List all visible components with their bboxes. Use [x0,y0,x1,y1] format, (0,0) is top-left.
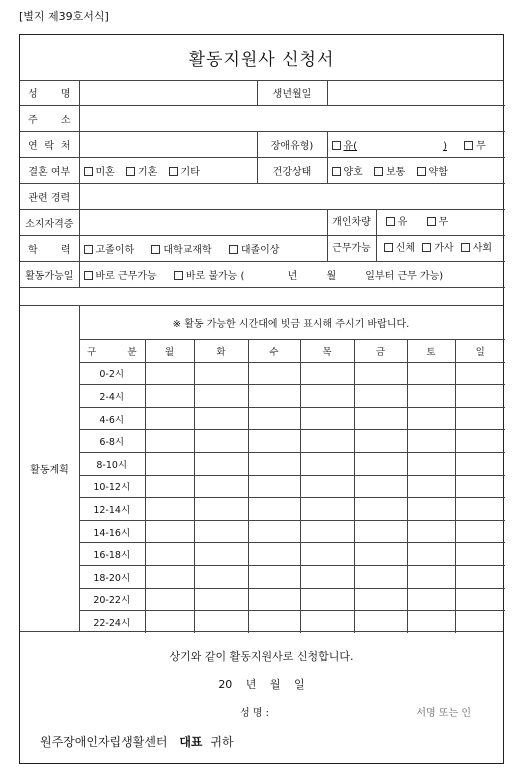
option-label: 사회 [472,243,493,254]
schedule-cell[interactable] [455,430,505,453]
schedule-cell[interactable] [145,611,194,633]
checkbox-icon[interactable] [84,271,93,280]
schedule-cell[interactable] [300,565,354,588]
application-date[interactable]: 20 년 월 일 [218,678,305,691]
option-label: 보통 [386,167,406,178]
schedule-header-cell: 화 [194,340,248,363]
schedule-cell[interactable] [248,498,300,521]
schedule-cell[interactable] [145,475,194,498]
schedule-cell[interactable] [455,498,505,521]
checkbox-icon[interactable] [174,271,183,280]
time-slot-label: 10-12시 [79,475,145,498]
work-option[interactable] [422,243,453,254]
schedule-cell[interactable] [300,475,354,498]
schedule-cell[interactable] [194,430,248,453]
schedule-cell[interactable] [194,520,248,543]
schedule-cell[interactable] [354,565,407,588]
label-marital: 결혼 여부 [20,158,79,184]
application-form [19,34,504,764]
year-label: 년 [287,271,298,282]
available-later-option[interactable] [174,271,245,282]
checkbox-icon[interactable] [332,167,341,176]
checkbox-icon[interactable] [461,243,470,252]
checkbox-icon[interactable] [84,167,93,176]
month-label: 월 [326,271,337,282]
option-label: 대졸이상 [240,245,280,256]
checkbox-icon[interactable] [151,245,160,254]
vehicle-cell [327,210,505,236]
application-statement: 상기와 같이 활동지원사로 신청합니다. [169,650,354,663]
marital-option[interactable] [84,167,115,178]
option-label: 고졸이하 [95,245,135,256]
schedule-cell[interactable] [194,452,248,475]
schedule-header-cell: 토 [407,340,455,363]
label-available-date: 활동가능일 [20,262,79,288]
checkbox-icon[interactable] [384,243,393,252]
schedule-row [79,611,505,633]
schedule-row [79,452,505,475]
career-input[interactable] [79,184,505,210]
option-label: 양호 [343,167,363,178]
option-label: 유 [397,217,408,228]
row-contact [20,132,505,158]
row-license [20,210,505,236]
schedule-cell[interactable] [300,520,354,543]
time-slot-label: 22-24시 [79,611,145,633]
work-cell [327,236,505,262]
time-slot-label: 20-22시 [79,588,145,611]
checkbox-icon[interactable] [84,245,93,254]
option-label: 바로 근무가능 [95,271,157,282]
schedule-cell[interactable] [300,362,354,385]
schedule-cell[interactable] [145,362,194,385]
option-label: 무 [438,217,449,228]
time-slot-label: 0-2시 [79,362,145,385]
option-label: 기타 [180,167,200,178]
schedule-cell[interactable] [248,385,300,408]
work-option[interactable] [384,243,415,254]
time-slot-label: 4-6시 [79,407,145,430]
schedule-cell[interactable] [194,498,248,521]
disability-yes-label: 유( [343,141,358,152]
health-option[interactable] [417,167,448,178]
schedule-cell[interactable] [455,407,505,430]
schedule-header-cell: 수 [248,340,300,363]
option-label: 미혼 [95,167,115,178]
schedule-cell[interactable] [300,430,354,453]
checkbox-icon[interactable] [427,217,436,226]
schedule-cell[interactable] [455,452,505,475]
addressee-rep: 대표 [179,735,203,749]
checkbox-icon[interactable] [386,217,395,226]
schedule-cell[interactable] [354,520,407,543]
option-label: 바로 불가능 ( [185,271,245,282]
option-label: 대학교재학 [163,245,212,256]
schedule-cell[interactable] [145,588,194,611]
disability-close: ) [443,141,447,152]
title-row [20,35,503,81]
schedule-cell[interactable] [300,543,354,566]
applicant-info-table [20,80,505,288]
form-title: 활동지원사 신청서 [188,50,335,70]
address-input[interactable] [79,106,505,132]
option-label: 가사 [434,243,454,254]
time-slot-label: 2-4시 [79,385,145,408]
checkbox-icon[interactable] [422,243,431,252]
row-marital [20,158,505,184]
schedule-cell[interactable] [300,385,354,408]
schedule-cell[interactable] [455,385,505,408]
label-vehicle: 개인차량 [328,210,377,235]
schedule-cell[interactable] [194,385,248,408]
schedule-cell[interactable] [145,520,194,543]
checkbox-icon[interactable] [229,245,238,254]
schedule-cell[interactable] [354,407,407,430]
schedule-cell[interactable] [407,452,455,475]
education-option[interactable] [84,245,135,256]
schedule-cell[interactable] [455,520,505,543]
checkbox-icon[interactable] [169,167,178,176]
schedule-header-cell: 일 [455,340,505,363]
schedule-cell[interactable] [407,520,455,543]
schedule-table [79,339,505,633]
activity-plan-note: ※ 활동 가능한 시간대에 빗금 표시해 주시기 바랍니다. [79,306,503,340]
row-address [20,106,505,132]
schedule-cell[interactable] [300,452,354,475]
schedule-cell[interactable] [407,611,455,633]
time-slot-label: 12-14시 [79,498,145,521]
signature-field[interactable]: 서명 또는 인 [416,708,471,719]
label-education: 학 력 [20,236,79,262]
schedule-cell[interactable] [407,588,455,611]
schedule-cell[interactable] [300,498,354,521]
schedule-cell[interactable] [145,498,194,521]
schedule-cell[interactable] [407,407,455,430]
schedule-row [79,475,505,498]
schedule-row [79,565,505,588]
birth-input[interactable] [327,80,505,106]
available-now-option[interactable] [84,271,157,282]
addressee [40,733,234,750]
schedule-cell[interactable] [248,475,300,498]
disability-no-option[interactable] [464,141,486,152]
time-slot-label: 16-18시 [79,543,145,566]
work-option[interactable] [461,243,492,254]
schedule-cell[interactable] [354,430,407,453]
schedule-cell[interactable] [194,475,248,498]
label-health: 건강상태 [257,158,327,184]
schedule-cell[interactable] [354,543,407,566]
label-name: 성 명 [20,80,79,106]
schedule-header-cell: 금 [354,340,407,363]
addressee-suffix: 귀하 [210,735,234,749]
marital-option[interactable] [126,167,157,178]
disability-yes-option[interactable] [332,141,447,152]
schedule-cell[interactable] [248,543,300,566]
education-option[interactable] [229,245,280,256]
schedule-cell[interactable] [145,430,194,453]
health-option[interactable] [374,167,405,178]
schedule-cell[interactable] [407,543,455,566]
schedule-row [79,407,505,430]
schedule-row [79,362,505,385]
schedule-cell[interactable] [354,475,407,498]
row-education [20,236,505,262]
label-disability-type: 장애유형) [257,132,327,158]
activity-plan-section [20,305,503,632]
vehicle-no-option[interactable] [427,217,449,228]
schedule-cell[interactable] [248,565,300,588]
name-input[interactable] [79,80,257,106]
marital-option[interactable] [169,167,200,178]
row-name [20,80,505,106]
time-slot-label: 8-10시 [79,452,145,475]
schedule-cell[interactable] [194,407,248,430]
schedule-cell[interactable] [248,430,300,453]
schedule-cell[interactable] [248,362,300,385]
schedule-row [79,385,505,408]
health-options [327,158,505,184]
schedule-cell[interactable] [145,452,194,475]
schedule-cell[interactable] [300,407,354,430]
schedule-cell[interactable] [354,588,407,611]
education-options [79,236,327,262]
addressee-org: 원주장애인자립생활센터 [40,735,168,749]
schedule-cell[interactable] [145,565,194,588]
schedule-header-cell: 구 분 [79,340,145,363]
schedule-cell[interactable] [248,520,300,543]
time-slot-label: 6-8시 [79,430,145,453]
checkbox-icon[interactable] [464,141,473,150]
label-career: 관련 경력 [20,184,79,210]
schedule-cell[interactable] [194,362,248,385]
schedule-cell[interactable] [455,475,505,498]
option-label: 약함 [428,167,448,178]
schedule-row [79,520,505,543]
form-number: [별지 제39호서식] [19,10,109,23]
schedule-cell[interactable] [300,611,354,633]
schedule-cell[interactable] [455,543,505,566]
checkbox-icon[interactable] [417,167,426,176]
schedule-cell[interactable] [455,588,505,611]
schedule-cell[interactable] [248,588,300,611]
marital-options [79,158,257,184]
checkbox-icon[interactable] [374,167,383,176]
signature-section [20,632,503,765]
signature-label: 성 명 : [240,708,270,719]
schedule-header-cell: 목 [300,340,354,363]
schedule-cell[interactable] [145,407,194,430]
checkbox-icon[interactable] [332,141,341,150]
schedule-cell[interactable] [407,565,455,588]
schedule-cell[interactable] [455,611,505,633]
schedule-cell[interactable] [194,611,248,633]
disability-options [327,132,505,158]
option-label: 신체 [395,243,416,254]
from-label: 일부터 근무 가능) [365,271,444,282]
schedule-cell[interactable] [455,565,505,588]
schedule-cell[interactable] [354,611,407,633]
contact-input[interactable] [79,132,257,158]
schedule-cell[interactable] [194,565,248,588]
schedule-row [79,498,505,521]
schedule-row [79,543,505,566]
schedule-cell[interactable] [194,543,248,566]
vehicle-yes-option[interactable] [386,217,408,228]
schedule-row [79,588,505,611]
disability-no-label: 무 [476,141,486,152]
schedule-cell[interactable] [354,498,407,521]
schedule-cell[interactable] [354,362,407,385]
label-contact: 연 락 처 [20,132,79,158]
schedule-cell[interactable] [194,588,248,611]
schedule-cell[interactable] [145,385,194,408]
label-address: 주 소 [20,106,79,132]
schedule-cell[interactable] [455,362,505,385]
schedule-row [79,430,505,453]
row-career [20,184,505,210]
schedule-cell[interactable] [248,611,300,633]
schedule-header [79,340,505,363]
checkbox-icon[interactable] [126,167,135,176]
row-available-date [20,262,505,288]
schedule-cell[interactable] [145,543,194,566]
activity-plan-label: 활동계획 [20,306,80,631]
label-license: 소지자격증 [20,210,79,236]
label-work-possible: 근무가능 [328,236,377,261]
health-option[interactable] [332,167,363,178]
schedule-cell[interactable] [407,385,455,408]
schedule-cell[interactable] [248,407,300,430]
time-slot-label: 14-16시 [79,520,145,543]
schedule-cell[interactable] [407,498,455,521]
license-input[interactable] [79,210,327,236]
available-options [79,262,505,288]
schedule-cell[interactable] [407,430,455,453]
option-label: 기혼 [138,167,158,178]
education-option[interactable] [151,245,211,256]
schedule-cell[interactable] [300,588,354,611]
time-slot-label: 18-20시 [79,565,145,588]
schedule-cell[interactable] [248,452,300,475]
schedule-cell[interactable] [407,475,455,498]
schedule-cell[interactable] [354,385,407,408]
schedule-cell[interactable] [354,452,407,475]
schedule-cell[interactable] [407,362,455,385]
schedule-header-cell: 월 [145,340,194,363]
label-birth: 생년월일 [257,80,327,106]
